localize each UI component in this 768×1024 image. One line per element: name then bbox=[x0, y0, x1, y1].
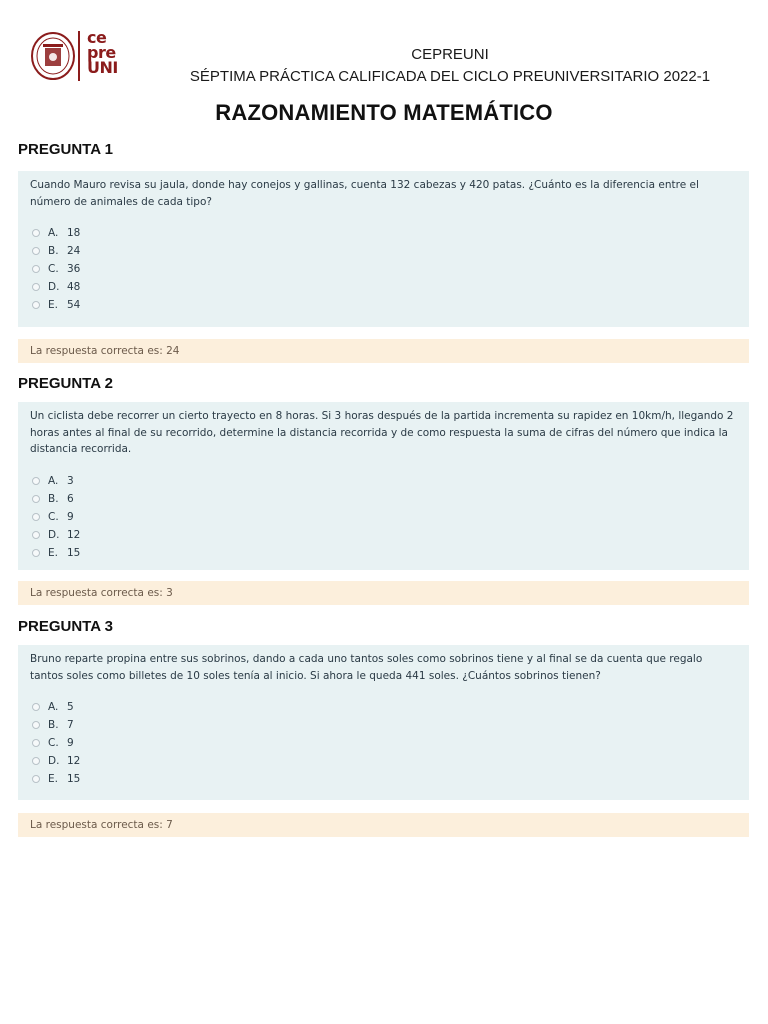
option-c[interactable] bbox=[30, 508, 737, 526]
radio-button[interactable] bbox=[32, 247, 40, 255]
question-2-text: Un ciclista debe recorrer un cierto trayecto en 8 horas. Si 3 horas después de la partida incrementa su rapidez en 10km/h, llegando 2 horas antes al final de su recorrido, determine la distancia recorrida y de como respuesta la suma de cifras del número que indica la distancia recorrida. bbox=[30, 410, 734, 455]
question-1-box bbox=[18, 171, 749, 327]
option-c[interactable] bbox=[30, 734, 737, 752]
option-a[interactable] bbox=[30, 224, 737, 242]
logo-line-1: ce bbox=[87, 28, 107, 47]
option-a[interactable] bbox=[30, 472, 737, 490]
option-e[interactable] bbox=[30, 770, 737, 788]
radio-button[interactable] bbox=[32, 283, 40, 291]
question-2-options bbox=[30, 472, 737, 562]
option-value: 12 bbox=[67, 755, 81, 767]
radio-button[interactable] bbox=[32, 531, 40, 539]
option-value: 5 bbox=[67, 701, 74, 713]
radio-button[interactable] bbox=[32, 703, 40, 711]
option-d[interactable] bbox=[30, 278, 737, 296]
question-2-answer: La respuesta correcta es: 3 bbox=[18, 581, 749, 605]
question-1-heading: PREGUNTA 1 bbox=[18, 141, 114, 158]
option-letter: A. bbox=[48, 701, 59, 713]
radio-button[interactable] bbox=[32, 477, 40, 485]
option-letter: E. bbox=[48, 546, 58, 559]
radio-button[interactable] bbox=[32, 229, 40, 237]
radio-button[interactable] bbox=[32, 513, 40, 521]
option-value: 48 bbox=[67, 281, 81, 293]
option-b[interactable] bbox=[30, 242, 737, 260]
question-3-text: Bruno reparte propina entre sus sobrinos, dando a cada uno tantos soles como sobrinos tiene y al final se da cuenta que regalo tantos soles como billetes de 10 soles tenía al inicio. Si ahora le queda 441 soles. ¿Cuántos sobrinos tienen? bbox=[30, 653, 703, 682]
option-c[interactable] bbox=[30, 260, 737, 278]
radio-button[interactable] bbox=[32, 757, 40, 765]
logo-line-3: UNI bbox=[87, 58, 118, 77]
option-value: 9 bbox=[67, 510, 74, 523]
option-letter: C. bbox=[48, 263, 59, 275]
option-b[interactable] bbox=[30, 716, 737, 734]
option-a[interactable] bbox=[30, 698, 737, 716]
institution-name: CEPREUNI bbox=[411, 46, 489, 63]
radio-button[interactable] bbox=[32, 549, 40, 557]
option-letter: C. bbox=[48, 510, 59, 523]
cepreuni-logo bbox=[28, 28, 138, 84]
question-2-heading: PREGUNTA 2 bbox=[18, 375, 114, 392]
radio-button[interactable] bbox=[32, 739, 40, 747]
option-value: 18 bbox=[67, 227, 81, 239]
exam-title: SÉPTIMA PRÁCTICA CALIFICADA DEL CICLO PREUNIVERSITARIO 2022-1 bbox=[189, 68, 711, 85]
option-d[interactable] bbox=[30, 752, 737, 770]
option-value: 3 bbox=[67, 474, 74, 487]
option-letter: B. bbox=[48, 492, 59, 505]
option-value: 9 bbox=[67, 737, 74, 749]
radio-button[interactable] bbox=[32, 301, 40, 309]
option-letter: A. bbox=[48, 227, 59, 239]
radio-button[interactable] bbox=[32, 495, 40, 503]
logo-line-2: pre bbox=[87, 43, 116, 62]
question-1-answer: La respuesta correcta es: 24 bbox=[18, 339, 749, 363]
option-value: 12 bbox=[67, 528, 81, 541]
option-letter: B. bbox=[48, 245, 59, 257]
option-value: 7 bbox=[67, 719, 74, 731]
radio-button[interactable] bbox=[32, 265, 40, 273]
option-b[interactable] bbox=[30, 490, 737, 508]
radio-button[interactable] bbox=[32, 721, 40, 729]
option-letter: A. bbox=[48, 474, 59, 487]
option-letter: B. bbox=[48, 719, 59, 731]
option-letter: D. bbox=[48, 281, 60, 293]
option-value: 24 bbox=[67, 245, 81, 257]
question-3-box bbox=[18, 645, 749, 800]
option-e[interactable] bbox=[30, 544, 737, 562]
option-letter: E. bbox=[48, 773, 58, 785]
logo-wordmark bbox=[87, 30, 118, 75]
question-2-box bbox=[18, 402, 749, 570]
question-3-options bbox=[30, 698, 737, 788]
logo-divider bbox=[78, 31, 80, 81]
option-value: 15 bbox=[67, 773, 81, 785]
question-3-answer: La respuesta correcta es: 7 bbox=[18, 813, 749, 837]
question-1-options bbox=[30, 224, 737, 314]
option-letter: E. bbox=[48, 299, 58, 311]
option-letter: D. bbox=[48, 528, 60, 541]
option-value: 54 bbox=[67, 299, 81, 311]
option-value: 36 bbox=[67, 263, 81, 275]
option-value: 6 bbox=[67, 492, 74, 505]
option-letter: D. bbox=[48, 755, 60, 767]
university-seal-icon bbox=[30, 31, 76, 81]
option-d[interactable] bbox=[30, 526, 737, 544]
option-e[interactable] bbox=[30, 296, 737, 314]
subject-title: RAZONAMIENTO MATEMÁTICO bbox=[215, 100, 553, 125]
option-letter: C. bbox=[48, 737, 59, 749]
question-1-text: Cuando Mauro revisa su jaula, donde hay conejos y gallinas, cuenta 132 cabezas y 420 patas. ¿Cuánto es la diferencia entre el número de animales de cada tipo? bbox=[30, 179, 699, 208]
option-value: 15 bbox=[67, 546, 81, 559]
question-3-heading: PREGUNTA 3 bbox=[18, 618, 114, 635]
radio-button[interactable] bbox=[32, 775, 40, 783]
document-header bbox=[150, 44, 750, 88]
